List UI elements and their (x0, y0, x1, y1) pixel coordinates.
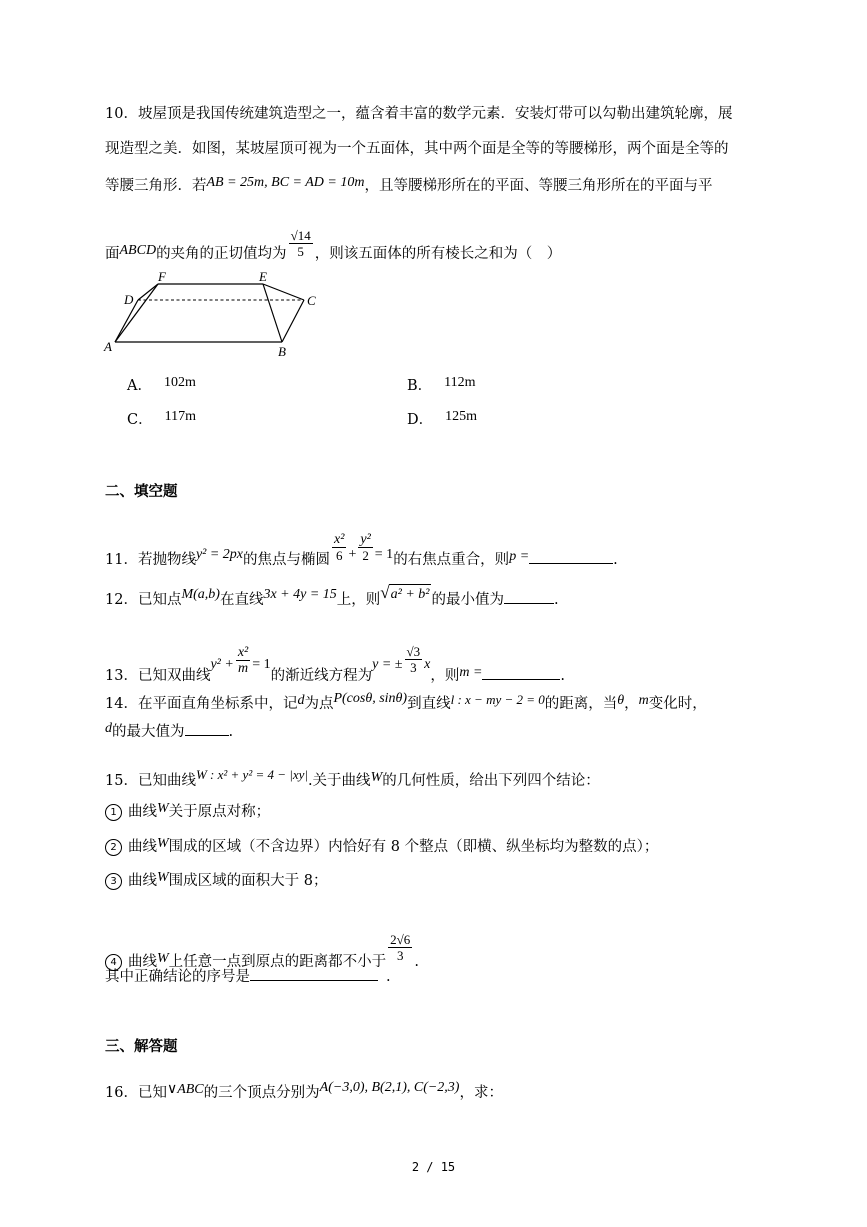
q10-line1: 10．坡屋顶是我国传统建筑造型之一，蕴含着丰富的数学元素．安装灯带可以勾勒出建筑轮廓，展 (105, 106, 733, 122)
edge-ec (263, 284, 304, 300)
q15-answer-line: 其中正确结论的序号是 . (105, 966, 391, 987)
q10-line3: 等腰三角形．若AB = 25m, BC = AD = 10m，且等腰梯形所在的平面、等腰三角形所在的平面与平 (105, 175, 713, 194)
q15-item-1: 1 曲线W关于原点对称； (105, 799, 270, 822)
q15-item-4: 4 曲线W上任意一点到原点的距离都不小于 $\frac{2√6}{3}$ . (105, 932, 419, 972)
q11: 11．若抛物线y² = 2px的焦点与椭圆 $\frac{\text{x²}}{6}$ + $\frac{\text{y²}}{2}$ = 1的右焦点重合，则p = . (105, 532, 618, 568)
label-b: B (278, 344, 286, 359)
label-e: E (259, 269, 267, 284)
q15-item-3: 3 曲线W围成区域的面积大于 8； (105, 868, 328, 891)
q15-item-2: 2 曲线W围成的区域（不含边界）内恰好有 8 个整点（即横、纵坐标均为整数的点）； (105, 834, 658, 857)
section-solutions: 三、解答题 (105, 1039, 178, 1055)
q11-answer-blank[interactable] (529, 549, 613, 564)
q10-tangent-fraction: $\frac{√14}{5}$ (290, 228, 311, 259)
page-number: 2 / 15 (411, 1160, 456, 1174)
q15-answer-blank[interactable] (250, 966, 378, 981)
q10-line2: 现造型之美．如图，某坡屋顶可视为一个五面体，其中两个面是全等的等腰梯形，两个面是全等的 (105, 141, 729, 157)
q13-answer-blank[interactable] (482, 665, 560, 680)
label-c: C (307, 293, 316, 308)
option-b[interactable]: B． 112m (407, 375, 476, 394)
q12-answer-blank[interactable] (504, 589, 554, 604)
edge-bc (282, 300, 304, 342)
label-f: F (158, 269, 166, 284)
q14-answer-blank[interactable] (185, 721, 229, 736)
section-fill-in: 二、填空题 (105, 484, 178, 500)
q10-lengths: AB = 25m, BC = AD = 10m (206, 175, 365, 190)
q12: 12．已知点M(a,b)在直线3x + 4y = 15上，则√a² + b² 的最小值为 . (105, 583, 559, 608)
pentahedron-figure (100, 266, 330, 362)
option-d[interactable]: D． 125m (407, 409, 478, 428)
option-a[interactable]: A． 102m (127, 375, 196, 394)
q14-line1: 14．在平面直角坐标系中，记d为点P(cosθ, sinθ)到直线l : x − my − 2 = 0的距离，当θ，m变化时， (105, 691, 707, 712)
label-d: D (124, 292, 134, 307)
q13: 13．已知双曲线y² + $\frac{\text{x²}}{m}$ = 1的渐近线方程为y = ± $\frac{√3}{3}$ x，则m = . (105, 644, 566, 684)
edge-af (115, 284, 158, 342)
q15-stem: 15．已知曲线W : x² + y² = 4 − |xy|.关于曲线W的几何性质，给出下列四个结论： (105, 767, 600, 789)
q10-line4: 面ABCD的夹角的正切值均为 $\frac{√14}{5}$ ，则该五面体的所有棱长之和为（ ） (105, 228, 562, 262)
label-a: A (104, 339, 112, 354)
edge-eb (263, 284, 282, 342)
q14-line2: d的最大值为 . (105, 721, 234, 740)
option-c[interactable]: C． 117m (127, 409, 196, 428)
q16: 16．已知∨ABC的三个顶点分别为A(−3,0), B(2,1), C(−2,3)，求： (105, 1080, 503, 1101)
